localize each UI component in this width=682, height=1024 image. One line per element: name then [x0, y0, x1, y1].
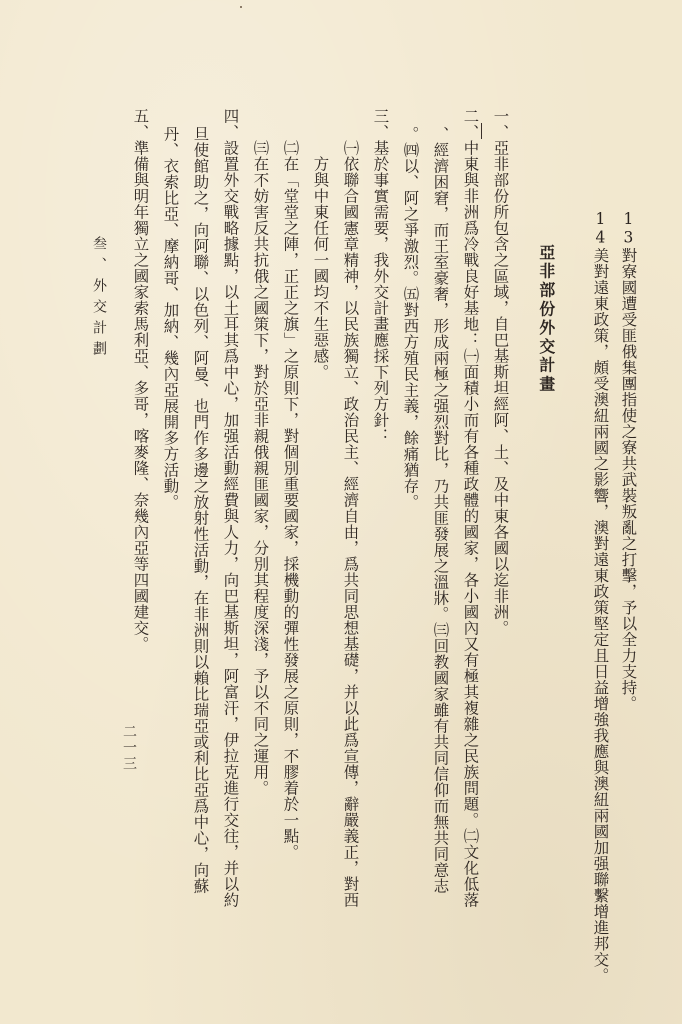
footer-title: 叁、外交計劃: [91, 236, 107, 362]
guideline-1-line-1: ㈠依聯合國憲章精神，以民族獨立、政治民主、經濟自由，爲共同思想基礎，并以此爲宣傳，辭嚴義正，對西: [341, 140, 360, 908]
guideline-3: ㈢在不妨害反共抗俄之國策下，對於亞非親俄親匪國家，分別其程度深淺，予以不同之運用。: [251, 140, 270, 796]
item-13: 13對寮國遭受匪俄集團指使之寮共武裝叛亂之打擊，予以全力支持。: [619, 210, 638, 712]
point-4-line-1: 四、設置外交戰略據點，以土耳其爲中心，加强活動經費與人力，向巴基斯坦，阿富汗，伊拉克進行交往，并以約: [221, 108, 240, 908]
guideline-2: ㈡在「堂堂之陣，正正之旗」之原則下，對個別重要國家，採機動的彈性發展之原則，不膠着於一點。: [281, 140, 300, 860]
point-4-line-2: 旦使館助之，向阿聯、以色列、阿曼、也門作多邊之放射性活動，在非洲則以賴比瑞亞或利比亞爲中心，向蘇: [191, 126, 210, 894]
point-2-line-2: 、經濟困窘，而王室豪奢，形成兩極之强烈對比，乃共匪發展之溫牀。㈢回教國家雖有共同信仰而無共同意志: [431, 126, 450, 894]
section-title: 亞非部份外交計畫: [536, 244, 556, 395]
ink-mark: [481, 123, 482, 139]
point-3: 三、基於事實需要，我外交計畫應採下列方針：: [371, 108, 390, 444]
point-1: 一、亞非部份所包含之區域，自巴基斯坦經阿、土、及中東各國以迄非洲。: [491, 108, 510, 636]
point-2-line-3: 。㈣以、阿之爭激烈。㈤對西方殖民主義，餘痛猶存。: [401, 126, 420, 510]
item-14: 14美對遠東政策，頗受澳紐兩國之影響，澳對遠東政策堅定且日益增強我應與澳紐兩國加强聯繫增進邦交。: [591, 210, 610, 984]
guideline-1-line-2: 方與中東任何一國均不生惡感。: [311, 156, 330, 380]
point-4-line-3: 丹、衣索比亞、摩納哥、加納、幾內亞展開多方活動。: [161, 126, 180, 510]
point-2-line-1: 二、中東與非洲爲冷戰良好基地：㈠面積小而有各種政體的國家，各小國內又有極其複雜之民族問題。㈡文化低落: [461, 108, 480, 908]
paper-speck: [240, 6, 242, 8]
page-number: 二一三: [121, 724, 137, 772]
point-5: 五、準備與明年獨立之國家索馬利亞、多哥，喀麥隆、奈幾內亞等四國建交。: [131, 108, 150, 652]
